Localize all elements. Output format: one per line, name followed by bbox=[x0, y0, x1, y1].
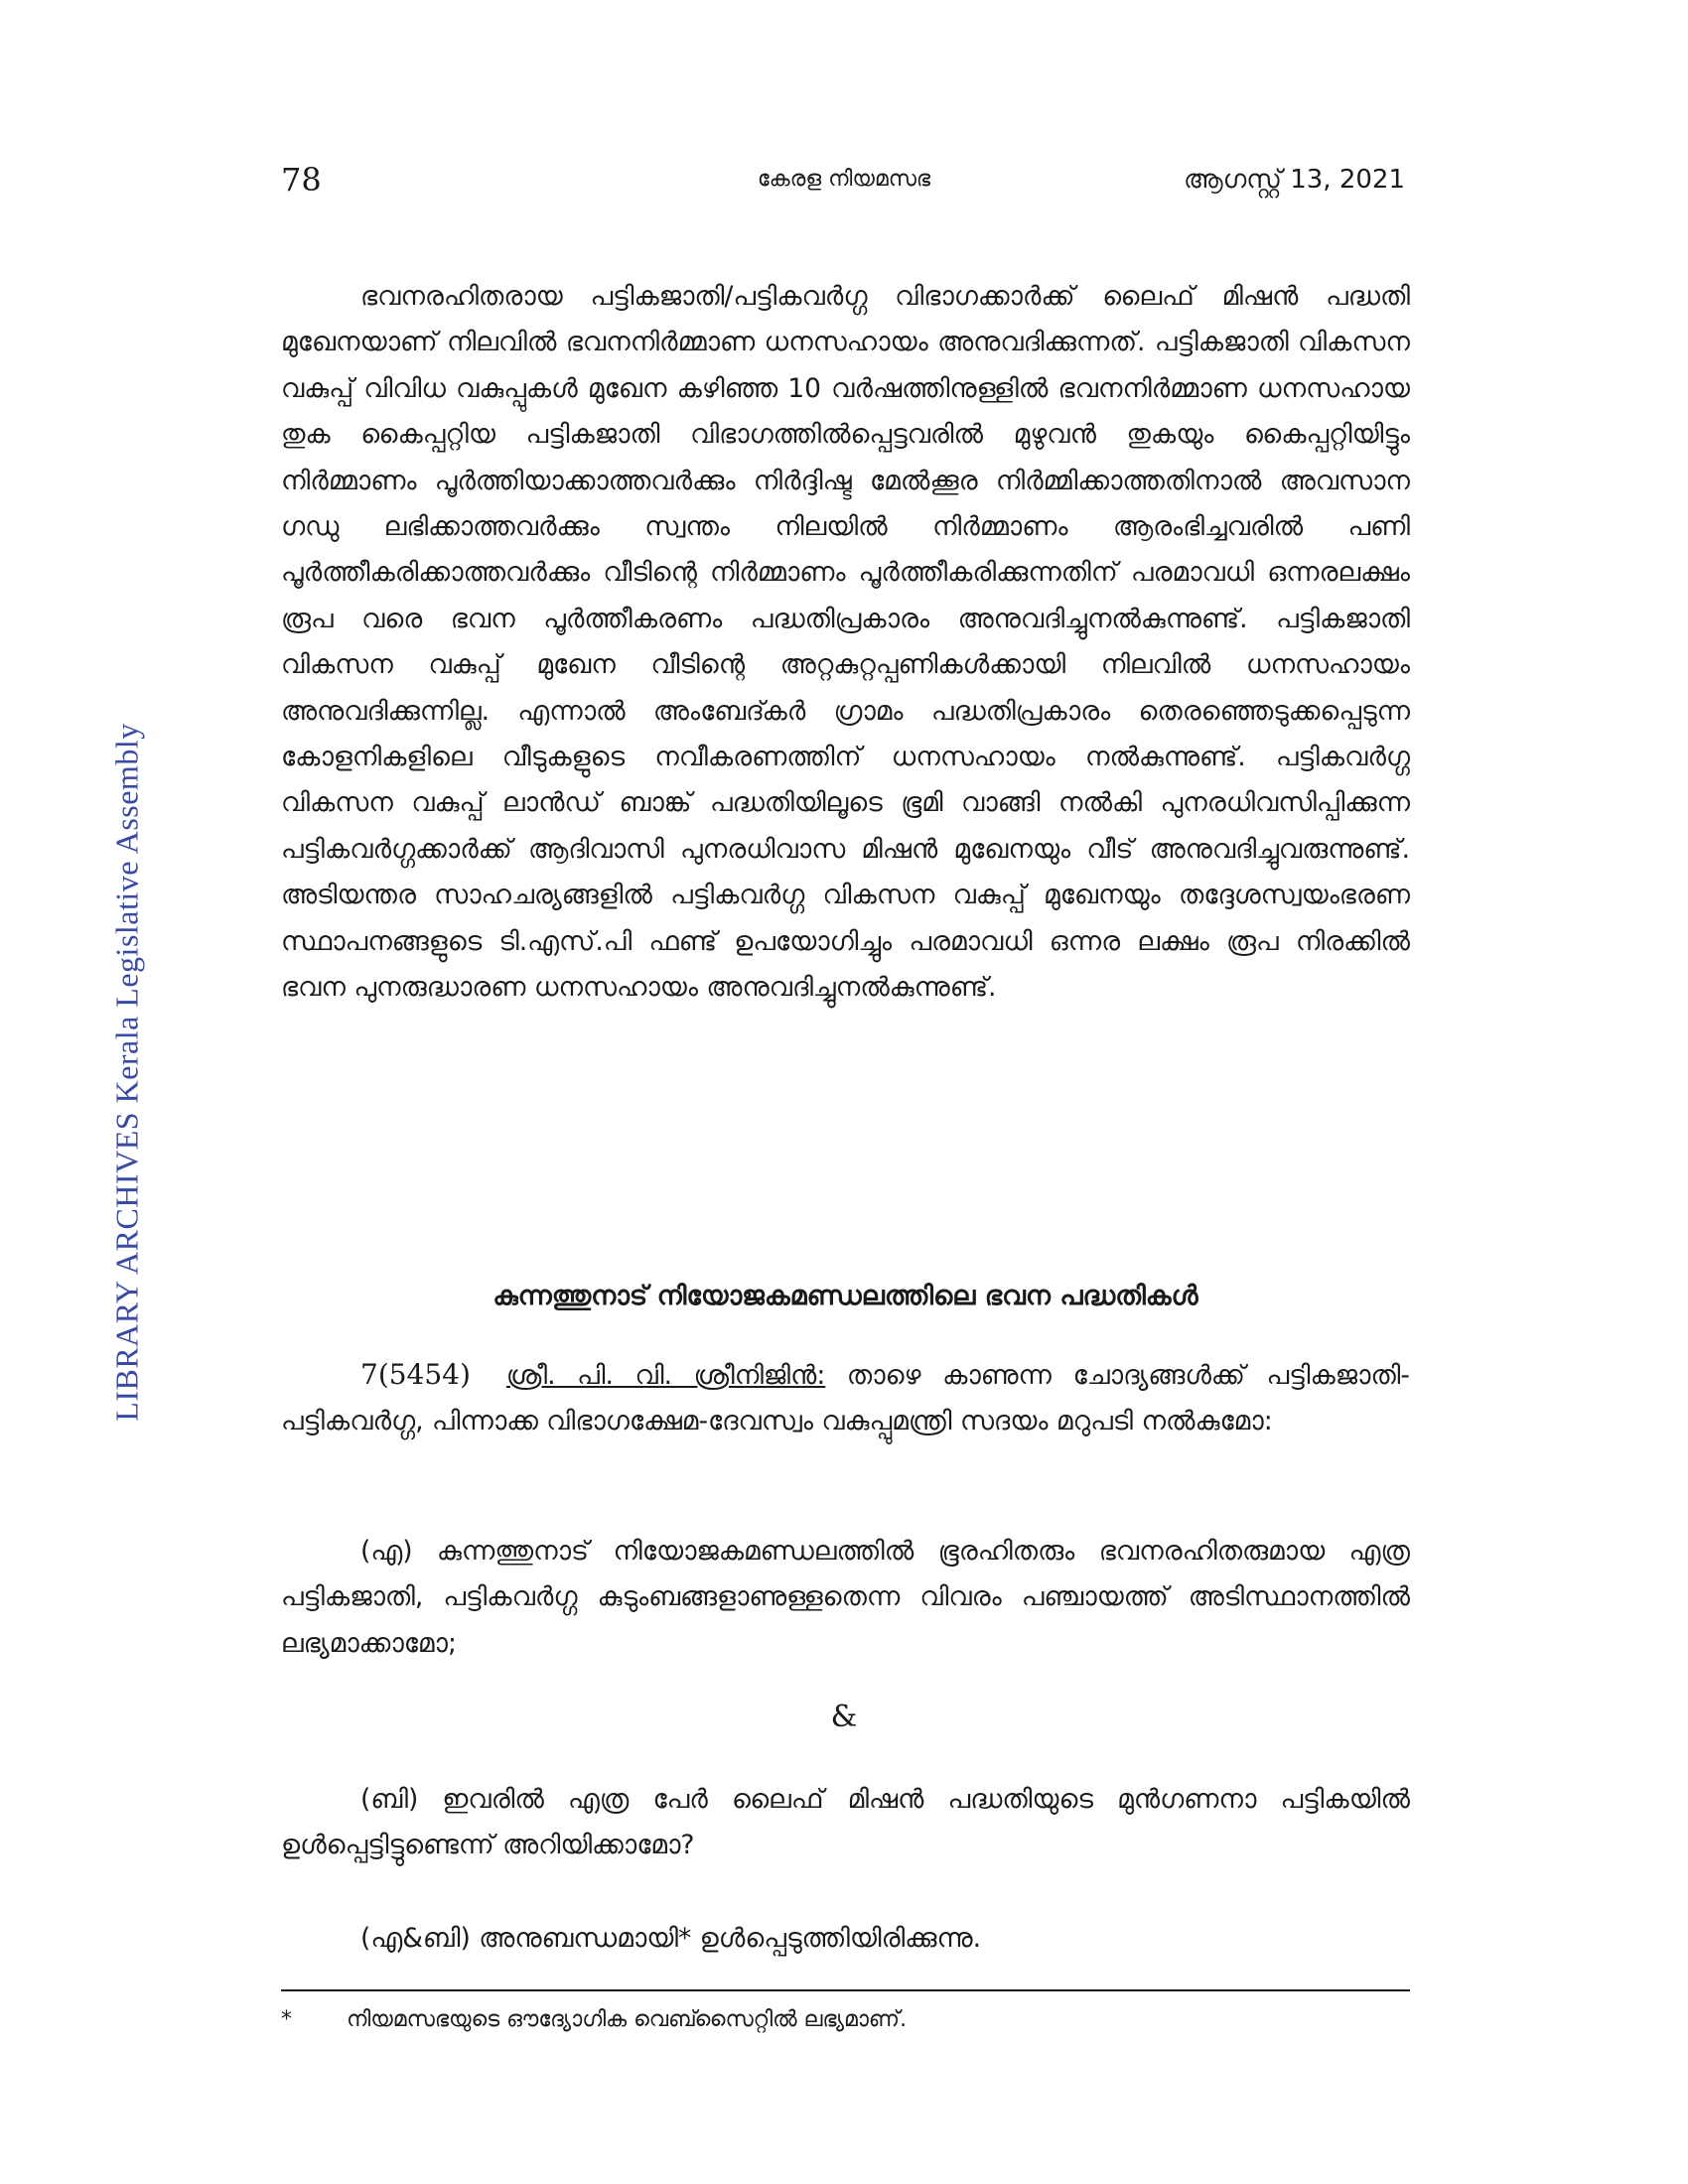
running-title: കേരള നിയമസഭ bbox=[757, 167, 931, 192]
footnote-text: നിയമസഭയുടെ ഔദ്യോഗിക വെബ്സൈറ്റിൽ ലഭ്യമാണ്. bbox=[347, 2007, 908, 2032]
question-number: 7(5454) bbox=[360, 1358, 471, 1391]
question-paragraph bbox=[281, 1352, 1410, 1445]
footnote-mark: * bbox=[281, 2007, 292, 2032]
ampersand-separator: & bbox=[830, 1700, 858, 1734]
answer bbox=[281, 1916, 1410, 1962]
intro-paragraph bbox=[281, 274, 1410, 1012]
answer-text: (എ&ബി) അനുബന്ധമായി* ഉൾപ്പെടുത്തിയിരിക്കുന്നു. bbox=[360, 1923, 982, 1954]
archive-watermark: LIBRARY ARCHIVES Kerala Legislative Assembly bbox=[108, 723, 145, 1422]
member-name: ശ്രീ. പി. വി. ശ്രീനിജിൻ: bbox=[505, 1360, 826, 1391]
header-date: ആഗസ്റ്റ് 13, 2021 bbox=[1184, 165, 1405, 195]
sub-question-b bbox=[281, 1777, 1410, 1869]
footnote-divider bbox=[281, 1989, 1410, 1991]
question-block bbox=[281, 1352, 1410, 1445]
sub-question-a-text: (എ) കുന്നത്തുനാട് നിയോജകമണ്ഡലത്തിൽ ഭൂരഹിതരും ഭവനരഹിതരുമായ എത്ര പട്ടികജാതി, പട്ടികവർഗ്ഗ കുടുംബങ്ങളാണുള്ളതെന്ന വിവരം പഞ്ചായത്ത് അടിസ്ഥാനത്തിൽ ലഭ്യമാക്കാമോ; bbox=[281, 1536, 1410, 1659]
sub-question-b-text: (ബി) ഇവരിൽ എത്ര പേർ ലൈഫ് മിഷൻ പദ്ധതിയുടെ മുൻഗണനാ പട്ടികയിൽ ഉൾപ്പെട്ടിട്ടുണ്ടെന്ന് അറിയിക്കാമോ? bbox=[281, 1784, 1410, 1861]
page-number: 78 bbox=[281, 161, 322, 199]
intro-paragraph-text: ഭവനരഹിതരായ പട്ടികജാതി/പട്ടികവർഗ്ഗ വിഭാഗക്കാർക്ക് ലൈഫ് മിഷൻ പദ്ധതി മുഖേനയാണ് നിലവിൽ ഭവനനിർമ്മാണ ധനസഹായം അനുവദിക്കുന്നത്. പട്ടികജാതി വികസന വകുപ്പ് വിവിധ വകുപ്പുകൾ മുഖേന കഴിഞ്ഞ 10 വർഷത്തിനുള്ളിൽ ഭവനനിർമ്മാണ ധനസഹായ തുക കൈപ്പറ്റിയ പട്ടികജാതി വിഭാഗത്തിൽപ്പെട്ടവരിൽ മുഴുവൻ തുകയും കൈപ്പറ്റിയിട്ടും നിർമ്മാണം പൂർത്തിയാക്കാത്തവർക്കും നിർദ്ദിഷ്ട മേൽക്കൂര നിർമ്മിക്കാത്തതിനാൽ അവസാന ഗഡു ലഭിക്കാത്തവർക്കും സ്വന്തം നിലയിൽ നിർമ്മാണം ആരംഭിച്ചവരിൽ പണി പൂർത്തീകരിക്കാത്തവർക്കും വീടിന്റെ നിർമ്മാണം പൂർത്തീകരിക്കുന്നതിന് പരമാവധി ഒന്നരലക്ഷം രൂപ വരെ ഭവന പൂർത്തീകരണം പദ്ധതിപ്രകാരം അനുവദിച്ചുനൽകുന്നുണ്ട്. പട്ടികജാതി വികസന വകുപ്പ് മുഖേന വീടിന്റെ അറ്റകുറ്റപ്പണികൾക്കായി നിലവിൽ ധനസഹായം അനുവദിക്കുന്നില്ല. എന്നാൽ അംബേദ്കർ ഗ്രാമം പദ്ധതിപ്രകാരം തെരഞ്ഞെടുക്കപ്പെടുന്ന കോളനികളിലെ വീടുകളുടെ നവീകരണത്തിന് ധനസഹായം നൽകുന്നുണ്ട്. പട്ടികവർഗ്ഗ വികസന വകുപ്പ് ലാൻഡ് ബാങ്ക് പദ്ധതിയിലൂടെ ഭൂമി വാങ്ങി നൽകി പുനരധിവസിപ്പിക്കുന്ന പട്ടികവർഗ്ഗക്കാർക്ക് ആദിവാസി പുനരധിവാസ മിഷൻ മുഖേനയും വീട് അനുവദിച്ചുവരുന്നുണ്ട്. അടിയന്തര സാഹചര്യങ്ങളിൽ പട്ടികവർഗ്ഗ വികസന വകുപ്പ് മുഖേനയും തദ്ദേശസ്വയംഭരണ സ്ഥാപനങ്ങളുടെ ടി.എസ്.പി ഫണ്ട് ഉപയോഗിച്ചും പരമാവധി ഒന്നര ലക്ഷം രൂപ നിരക്കിൽ ഭവന പുനരുദ്ധാരണ ധനസഹായം അനുവദിച്ചുനൽകുന്നുണ്ട്. bbox=[281, 281, 1410, 1004]
section-heading: കുന്നത്തുനാട് നിയോജകമണ്ഡലത്തിലെ ഭവന പദ്ധതികൾ bbox=[492, 1281, 1198, 1311]
footnote bbox=[281, 2007, 907, 2032]
sub-question-a bbox=[281, 1529, 1410, 1667]
question-text: താഴെ കാണുന്ന ചോദ്യങ്ങൾക്ക് പട്ടികജാതി-പട്ടികവർഗ്ഗ, പിന്നാക്ക വിഭാഗക്ഷേമ-ദേവസ്വം വകുപ്പുമന്ത്രി സദയം മറുപടി നൽകുമോ: bbox=[281, 1360, 1410, 1437]
